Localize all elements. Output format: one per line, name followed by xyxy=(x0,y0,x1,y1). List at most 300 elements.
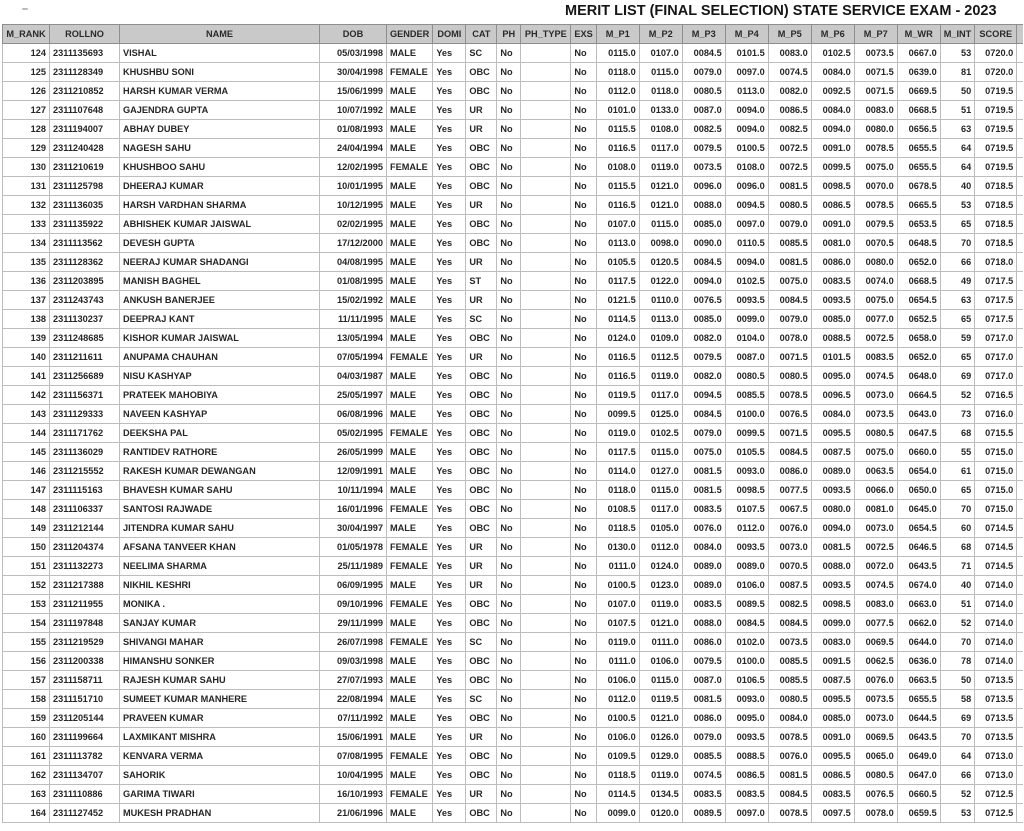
cell-m-p5: 0079.0 xyxy=(768,215,811,234)
cell-m-wr: 0644.0 xyxy=(897,633,940,652)
cell-m-rank: 147 xyxy=(3,481,50,500)
cell-m-p7: 0074.5 xyxy=(854,367,897,386)
table-row xyxy=(3,329,1023,348)
cell-ph-type xyxy=(521,158,571,177)
cell-cat: OBC xyxy=(466,595,497,614)
cell-ph: No xyxy=(497,329,521,348)
cell-cat: OBC xyxy=(466,671,497,690)
cell-name: JITENDRA KUMAR SAHU xyxy=(120,519,320,538)
cell-m-p5: 0078.5 xyxy=(768,386,811,405)
cell-m-p2: 0122.0 xyxy=(639,272,682,291)
cell-domi: Yes xyxy=(433,443,466,462)
cell-exs: No xyxy=(571,557,596,576)
cell-m-p6: 0086.0 xyxy=(811,253,854,272)
cell-m-p1: 0109.5 xyxy=(596,747,639,766)
cell-rollno: 2311199664 xyxy=(50,728,120,747)
cell-m-p7: 0080.0 xyxy=(854,120,897,139)
table-row xyxy=(3,44,1023,63)
cell-m-p5: 0075.0 xyxy=(768,272,811,291)
cell-cutoff xyxy=(1017,462,1023,481)
cell-gender: FEMALE xyxy=(387,633,433,652)
cell-m-p4: 0107.5 xyxy=(725,500,768,519)
cell-m-wr: 0668.5 xyxy=(897,272,940,291)
cell-ph: No xyxy=(497,272,521,291)
cell-m-p7: 0066.0 xyxy=(854,481,897,500)
cell-dob: 07/11/1992 xyxy=(320,709,387,728)
cell-dob: 11/11/1995 xyxy=(320,310,387,329)
cell-m-rank: 159 xyxy=(3,709,50,728)
cell-m-p1: 0099.5 xyxy=(596,405,639,424)
cell-gender: MALE xyxy=(387,690,433,709)
cell-gender: MALE xyxy=(387,671,433,690)
cell-cutoff xyxy=(1017,633,1023,652)
cell-m-p2: 0123.0 xyxy=(639,576,682,595)
cell-dob: 10/11/1994 xyxy=(320,481,387,500)
cell-exs: No xyxy=(571,386,596,405)
cell-m-p6: 0099.0 xyxy=(811,614,854,633)
cell-exs: No xyxy=(571,101,596,120)
cell-m-p1: 0100.5 xyxy=(596,576,639,595)
cell-m-p6: 0102.5 xyxy=(811,44,854,63)
cell-m-p7: 0073.5 xyxy=(854,690,897,709)
cell-name: HARSH VARDHAN SHARMA xyxy=(120,196,320,215)
scan-smudge xyxy=(22,8,28,10)
cell-cat: OBC xyxy=(466,234,497,253)
cell-rollno: 2311210619 xyxy=(50,158,120,177)
cell-cat: OBC xyxy=(466,481,497,500)
cell-name: GARIMA TIWARI xyxy=(120,785,320,804)
cell-m-int: 50 xyxy=(940,82,975,101)
cell-m-p3: 0084.0 xyxy=(682,538,725,557)
cell-m-p3: 0082.0 xyxy=(682,329,725,348)
cell-m-p7: 0081.0 xyxy=(854,500,897,519)
cell-cat: OBC xyxy=(466,709,497,728)
cell-rollno: 2311128349 xyxy=(50,63,120,82)
cell-m-p5: 0086.0 xyxy=(768,462,811,481)
cell-ph-type xyxy=(521,63,571,82)
cell-score: 0717.0 xyxy=(975,348,1017,367)
cell-m-rank: 153 xyxy=(3,595,50,614)
cell-m-p7: 0073.0 xyxy=(854,709,897,728)
cell-dob: 04/03/1987 xyxy=(320,367,387,386)
cell-m-p5: 0087.5 xyxy=(768,576,811,595)
cell-m-p1: 0108.5 xyxy=(596,500,639,519)
cell-dob: 05/02/1995 xyxy=(320,424,387,443)
cell-dob: 30/04/1998 xyxy=(320,63,387,82)
cell-domi: Yes xyxy=(433,500,466,519)
cell-ph-type xyxy=(521,367,571,386)
cell-m-p2: 0115.0 xyxy=(639,443,682,462)
cell-domi: Yes xyxy=(433,253,466,272)
cell-ph: No xyxy=(497,557,521,576)
cell-ph: No xyxy=(497,671,521,690)
table-row xyxy=(3,576,1023,595)
cell-m-p7: 0083.5 xyxy=(854,348,897,367)
table-row xyxy=(3,158,1023,177)
cell-m-p4: 0094.0 xyxy=(725,120,768,139)
cell-ph: No xyxy=(497,652,521,671)
cell-score: 0714.0 xyxy=(975,576,1017,595)
cell-m-int: 52 xyxy=(940,614,975,633)
cell-name: DHEERAJ KUMAR xyxy=(120,177,320,196)
cell-exs: No xyxy=(571,728,596,747)
cell-ph: No xyxy=(497,101,521,120)
cell-domi: Yes xyxy=(433,709,466,728)
cell-name: MONIKA . xyxy=(120,595,320,614)
cell-m-p5: 0082.5 xyxy=(768,120,811,139)
cell-exs: No xyxy=(571,196,596,215)
cell-name: GAJENDRA GUPTA xyxy=(120,101,320,120)
cell-m-rank: 140 xyxy=(3,348,50,367)
cell-rollno: 2311136035 xyxy=(50,196,120,215)
cell-m-int: 70 xyxy=(940,500,975,519)
cell-m-p2: 0115.0 xyxy=(639,63,682,82)
cell-ph-type xyxy=(521,671,571,690)
cell-m-p7: 0071.5 xyxy=(854,82,897,101)
cell-m-p4: 0093.0 xyxy=(725,690,768,709)
cell-m-p5: 0080.5 xyxy=(768,690,811,709)
cell-m-p4: 0099.0 xyxy=(725,310,768,329)
cell-m-p4: 0086.5 xyxy=(725,766,768,785)
cell-m-p3: 0083.5 xyxy=(682,785,725,804)
cell-m-p2: 0117.0 xyxy=(639,500,682,519)
cell-m-p2: 0115.0 xyxy=(639,671,682,690)
cell-m-rank: 145 xyxy=(3,443,50,462)
table-row xyxy=(3,766,1023,785)
cell-gender: MALE xyxy=(387,101,433,120)
column-header-dob: DOB xyxy=(320,25,387,44)
cell-cutoff xyxy=(1017,348,1023,367)
cell-ph-type xyxy=(521,386,571,405)
cell-m-wr: 0643.5 xyxy=(897,728,940,747)
cell-m-p3: 0075.0 xyxy=(682,443,725,462)
cell-m-p1: 0108.0 xyxy=(596,158,639,177)
column-header-m-p2: M_P2 xyxy=(639,25,682,44)
cell-m-p5: 0080.5 xyxy=(768,196,811,215)
cell-score: 0720.0 xyxy=(975,63,1017,82)
cell-domi: Yes xyxy=(433,44,466,63)
column-header-score: SCORE xyxy=(975,25,1017,44)
cell-cutoff xyxy=(1017,63,1023,82)
cell-ph: No xyxy=(497,253,521,272)
cell-gender: MALE xyxy=(387,310,433,329)
cell-domi: Yes xyxy=(433,348,466,367)
cell-m-p5: 0082.5 xyxy=(768,595,811,614)
column-header-m-p7: M_P7 xyxy=(854,25,897,44)
cell-m-p7: 0062.5 xyxy=(854,652,897,671)
cell-m-p3: 0079.5 xyxy=(682,348,725,367)
cell-m-p4: 0089.0 xyxy=(725,557,768,576)
cell-m-p7: 0074.0 xyxy=(854,272,897,291)
cell-ph: No xyxy=(497,728,521,747)
cell-ph-type xyxy=(521,481,571,500)
cell-ph-type xyxy=(521,633,571,652)
table-row xyxy=(3,348,1023,367)
cell-ph-type xyxy=(521,196,571,215)
table-row xyxy=(3,139,1023,158)
cell-m-p3: 0086.0 xyxy=(682,709,725,728)
cell-cutoff xyxy=(1017,177,1023,196)
cell-domi: Yes xyxy=(433,139,466,158)
cell-cat: OBC xyxy=(466,747,497,766)
cell-name: NEELIMA SHARMA xyxy=(120,557,320,576)
cell-m-rank: 156 xyxy=(3,652,50,671)
cell-m-p1: 0114.5 xyxy=(596,785,639,804)
cell-m-int: 64 xyxy=(940,747,975,766)
cell-m-p2: 0115.0 xyxy=(639,215,682,234)
cell-exs: No xyxy=(571,462,596,481)
cell-m-p2: 0121.0 xyxy=(639,177,682,196)
cell-cutoff xyxy=(1017,44,1023,63)
cell-cutoff xyxy=(1017,310,1023,329)
cell-m-int: 63 xyxy=(940,291,975,310)
cell-exs: No xyxy=(571,595,596,614)
table-row xyxy=(3,747,1023,766)
cell-ph-type xyxy=(521,405,571,424)
cell-ph-type xyxy=(521,348,571,367)
cell-m-rank: 129 xyxy=(3,139,50,158)
cell-m-rank: 128 xyxy=(3,120,50,139)
cell-ph-type xyxy=(521,766,571,785)
cell-m-p5: 0085.5 xyxy=(768,234,811,253)
cell-name: MANISH BAGHEL xyxy=(120,272,320,291)
cell-ph-type xyxy=(521,500,571,519)
cell-score: 0714.0 xyxy=(975,614,1017,633)
cell-score: 0720.0 xyxy=(975,44,1017,63)
cell-ph: No xyxy=(497,633,521,652)
cell-m-wr: 0659.5 xyxy=(897,804,940,823)
cell-m-p3: 0081.5 xyxy=(682,462,725,481)
cell-rollno: 2311210852 xyxy=(50,82,120,101)
cell-m-p4: 0095.0 xyxy=(725,709,768,728)
cell-m-p7: 0075.0 xyxy=(854,291,897,310)
cell-m-p4: 0097.0 xyxy=(725,804,768,823)
table-row xyxy=(3,405,1023,424)
cell-m-wr: 0647.5 xyxy=(897,424,940,443)
cell-m-p7: 0075.0 xyxy=(854,443,897,462)
cell-m-rank: 135 xyxy=(3,253,50,272)
cell-m-p7: 0072.5 xyxy=(854,329,897,348)
cell-ph: No xyxy=(497,386,521,405)
table-row xyxy=(3,424,1023,443)
cell-dob: 16/01/1996 xyxy=(320,500,387,519)
cell-m-rank: 160 xyxy=(3,728,50,747)
cell-gender: MALE xyxy=(387,253,433,272)
cell-m-p7: 0076.0 xyxy=(854,671,897,690)
cell-gender: MALE xyxy=(387,139,433,158)
cell-cat: OBC xyxy=(466,804,497,823)
cell-exs: No xyxy=(571,120,596,139)
cell-ph: No xyxy=(497,424,521,443)
cell-m-p7: 0083.0 xyxy=(854,595,897,614)
cell-ph-type xyxy=(521,177,571,196)
cell-m-p5: 0086.5 xyxy=(768,101,811,120)
cell-ph: No xyxy=(497,120,521,139)
table-row xyxy=(3,652,1023,671)
cell-exs: No xyxy=(571,538,596,557)
cell-m-p2: 0111.0 xyxy=(639,633,682,652)
cell-m-p4: 0102.5 xyxy=(725,272,768,291)
cell-m-rank: 124 xyxy=(3,44,50,63)
cell-ph-type xyxy=(521,614,571,633)
cell-m-rank: 148 xyxy=(3,500,50,519)
cell-m-p4: 0089.5 xyxy=(725,595,768,614)
cell-rollno: 2311135922 xyxy=(50,215,120,234)
cell-cat: OBC xyxy=(466,462,497,481)
cell-name: NIKHIL KESHRI xyxy=(120,576,320,595)
cell-m-p1: 0121.5 xyxy=(596,291,639,310)
cell-cat: UR xyxy=(466,557,497,576)
cell-m-p7: 0063.5 xyxy=(854,462,897,481)
cell-cutoff xyxy=(1017,652,1023,671)
cell-rollno: 2311113782 xyxy=(50,747,120,766)
cell-m-p5: 0082.0 xyxy=(768,82,811,101)
cell-m-p1: 0130.0 xyxy=(596,538,639,557)
cell-m-int: 69 xyxy=(940,367,975,386)
cell-m-int: 52 xyxy=(940,386,975,405)
table-row xyxy=(3,443,1023,462)
cell-domi: Yes xyxy=(433,595,466,614)
cell-m-p5: 0081.5 xyxy=(768,766,811,785)
cell-ph: No xyxy=(497,766,521,785)
cell-gender: FEMALE xyxy=(387,595,433,614)
cell-ph: No xyxy=(497,215,521,234)
cell-m-p7: 0076.5 xyxy=(854,785,897,804)
cell-exs: No xyxy=(571,481,596,500)
cell-m-rank: 132 xyxy=(3,196,50,215)
cell-m-p3: 0088.0 xyxy=(682,196,725,215)
cell-score: 0713.5 xyxy=(975,709,1017,728)
cell-m-wr: 0650.0 xyxy=(897,481,940,500)
cell-m-p2: 0133.0 xyxy=(639,101,682,120)
cell-cutoff xyxy=(1017,424,1023,443)
cell-m-p5: 0083.0 xyxy=(768,44,811,63)
cell-exs: No xyxy=(571,177,596,196)
cell-m-p2: 0134.5 xyxy=(639,785,682,804)
cell-ph-type xyxy=(521,576,571,595)
cell-m-rank: 150 xyxy=(3,538,50,557)
cell-exs: No xyxy=(571,690,596,709)
cell-m-wr: 0643.5 xyxy=(897,557,940,576)
table-row xyxy=(3,177,1023,196)
cell-m-wr: 0663.5 xyxy=(897,671,940,690)
cell-rollno: 2311248685 xyxy=(50,329,120,348)
cell-m-p3: 0094.5 xyxy=(682,386,725,405)
cell-ph: No xyxy=(497,709,521,728)
cell-cutoff xyxy=(1017,158,1023,177)
cell-gender: MALE xyxy=(387,405,433,424)
cell-m-p2: 0119.0 xyxy=(639,595,682,614)
cell-m-p1: 0112.0 xyxy=(596,690,639,709)
cell-gender: FEMALE xyxy=(387,557,433,576)
cell-m-rank: 127 xyxy=(3,101,50,120)
cell-exs: No xyxy=(571,44,596,63)
cell-ph: No xyxy=(497,139,521,158)
cell-cat: SC xyxy=(466,310,497,329)
cell-ph: No xyxy=(497,443,521,462)
cell-m-p7: 0070.5 xyxy=(854,234,897,253)
cell-m-p6: 0083.0 xyxy=(811,633,854,652)
cell-rollno: 2311158711 xyxy=(50,671,120,690)
cell-m-p1: 0113.0 xyxy=(596,234,639,253)
column-header-m-p1: M_P1 xyxy=(596,25,639,44)
cell-m-p4: 0106.0 xyxy=(725,576,768,595)
cell-m-p6: 0084.0 xyxy=(811,63,854,82)
cell-exs: No xyxy=(571,253,596,272)
cell-m-p2: 0106.0 xyxy=(639,652,682,671)
cell-m-p2: 0117.0 xyxy=(639,386,682,405)
cell-score: 0713.5 xyxy=(975,690,1017,709)
cell-rollno: 2311128362 xyxy=(50,253,120,272)
cell-m-int: 68 xyxy=(940,424,975,443)
cell-gender: MALE xyxy=(387,44,433,63)
cell-ph: No xyxy=(497,747,521,766)
cell-m-rank: 152 xyxy=(3,576,50,595)
cell-dob: 10/04/1995 xyxy=(320,766,387,785)
cell-exs: No xyxy=(571,785,596,804)
cell-gender: MALE xyxy=(387,766,433,785)
cell-m-p5: 0074.5 xyxy=(768,63,811,82)
cell-m-p4: 0094.5 xyxy=(725,196,768,215)
cell-m-p6: 0095.5 xyxy=(811,424,854,443)
cell-rollno: 2311132273 xyxy=(50,557,120,576)
cell-m-int: 40 xyxy=(940,576,975,595)
cell-m-int: 71 xyxy=(940,557,975,576)
cell-m-int: 65 xyxy=(940,310,975,329)
cell-ph: No xyxy=(497,614,521,633)
cell-m-wr: 0656.5 xyxy=(897,120,940,139)
cell-ph-type xyxy=(521,804,571,823)
cell-m-p1: 0107.0 xyxy=(596,595,639,614)
cell-cutoff xyxy=(1017,576,1023,595)
cell-m-p1: 0111.0 xyxy=(596,557,639,576)
cell-m-wr: 0649.0 xyxy=(897,747,940,766)
cell-ph-type xyxy=(521,652,571,671)
cell-domi: Yes xyxy=(433,120,466,139)
cell-rollno: 2311106337 xyxy=(50,500,120,519)
cell-name: DEVESH GUPTA xyxy=(120,234,320,253)
cell-cutoff xyxy=(1017,595,1023,614)
cell-cat: SC xyxy=(466,690,497,709)
cell-exs: No xyxy=(571,405,596,424)
cell-domi: Yes xyxy=(433,690,466,709)
cell-m-p3: 0087.0 xyxy=(682,101,725,120)
cell-ph-type xyxy=(521,291,571,310)
cell-m-p6: 0094.0 xyxy=(811,120,854,139)
cell-m-int: 66 xyxy=(940,253,975,272)
cell-m-p3: 0079.5 xyxy=(682,139,725,158)
cell-m-p3: 0086.0 xyxy=(682,633,725,652)
cell-exs: No xyxy=(571,158,596,177)
cell-m-p4: 0098.5 xyxy=(725,481,768,500)
cell-m-p1: 0115.0 xyxy=(596,44,639,63)
cell-exs: No xyxy=(571,82,596,101)
column-header-m-p6: M_P6 xyxy=(811,25,854,44)
cell-ph: No xyxy=(497,234,521,253)
cell-m-p2: 0112.0 xyxy=(639,538,682,557)
cell-m-p6: 0086.5 xyxy=(811,766,854,785)
cell-domi: Yes xyxy=(433,82,466,101)
cell-gender: MALE xyxy=(387,367,433,386)
cell-m-p4: 0100.0 xyxy=(725,652,768,671)
cell-dob: 10/01/1995 xyxy=(320,177,387,196)
cell-domi: Yes xyxy=(433,785,466,804)
table-row xyxy=(3,63,1023,82)
cell-m-p5: 0076.5 xyxy=(768,405,811,424)
cell-rollno: 2311151710 xyxy=(50,690,120,709)
cell-dob: 04/08/1995 xyxy=(320,253,387,272)
cell-m-p3: 0084.5 xyxy=(682,253,725,272)
